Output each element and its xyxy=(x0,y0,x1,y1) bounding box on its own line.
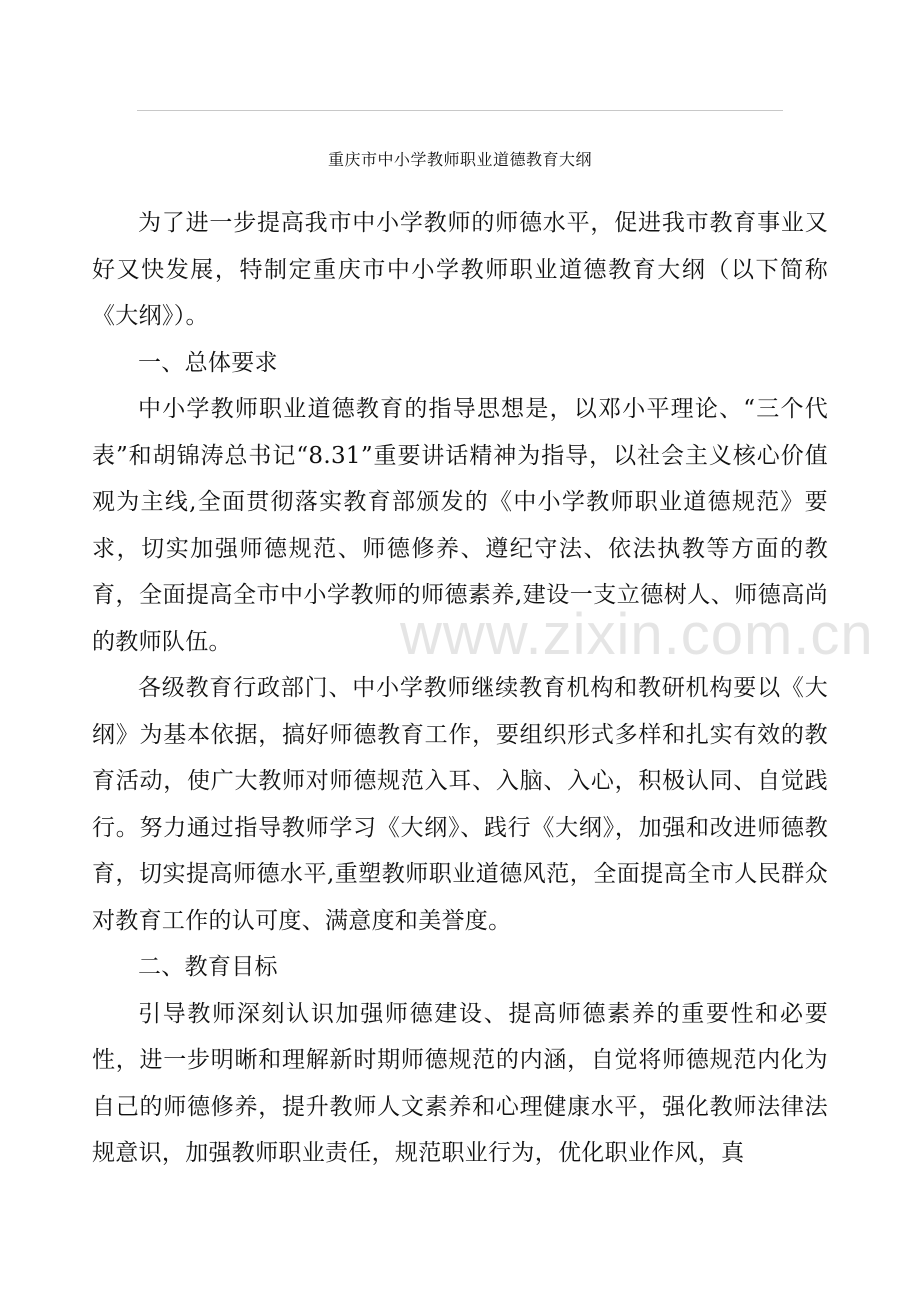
body-paragraph: 中小学教师职业道德教育的指导思想是，以邓小平理论、“三个代表”和胡锦涛总书记“8.31”重要讲话精神为指导，以社会主义核心价值观为主线,全面贯彻落实教育部颁发的《中小学教师职业道德规范》要求，切实加强师德规范、师德修养、遵纪守法、依法执教等方面的教育，全面提高全市中小学教师的师德素养,建设一支立德树人、师德高尚的教师队伍。 xyxy=(92,396,828,655)
body-paragraph: 引导教师深刻认识加强师德建设、提高师德素养的重要性和必要性，进一步明晰和理解新时期师德规范的内涵，自觉将师德规范内化为自己的师德修养，提升教师人文素养和心理健康水平，强化教师法律法规意识，加强教师职业责任，规范职业行为，优化职业作风，真 xyxy=(92,1000,828,1166)
body-paragraph: 各级教育行政部门、中小学教师继续教育机构和教研机构要以《大纲》为基本依据，搞好师德教育工作，要组织形式多样和扎实有效的教育活动，使广大教师对师德规范入耳、入脑、入心，积极认同、自觉践行。努力通过指导教师学习《大纲》、践行《大纲》，加强和改进师德教育，切实提高师德水平,重塑教师职业道德风范，全面提高全市人民群众对教育工作的认可度、满意度和美誉度。 xyxy=(92,675,828,934)
document-body xyxy=(92,200,828,1177)
header-rule xyxy=(137,110,783,111)
document-title: 重庆市中小学教师职业道德教育大纲 xyxy=(327,150,592,169)
section-heading-1: 一、总体要求 xyxy=(138,349,278,376)
watermark: www.zixin.com.cn xyxy=(400,602,874,667)
intro-paragraph: 为了进一步提高我市中小学教师的师德水平，促进我市教育事业又好又快发展，特制定重庆市中小学教师职业道德教育大纲（以下简称《大纲》）。 xyxy=(92,210,828,329)
section-heading-2: 二、教育目标 xyxy=(138,954,278,980)
